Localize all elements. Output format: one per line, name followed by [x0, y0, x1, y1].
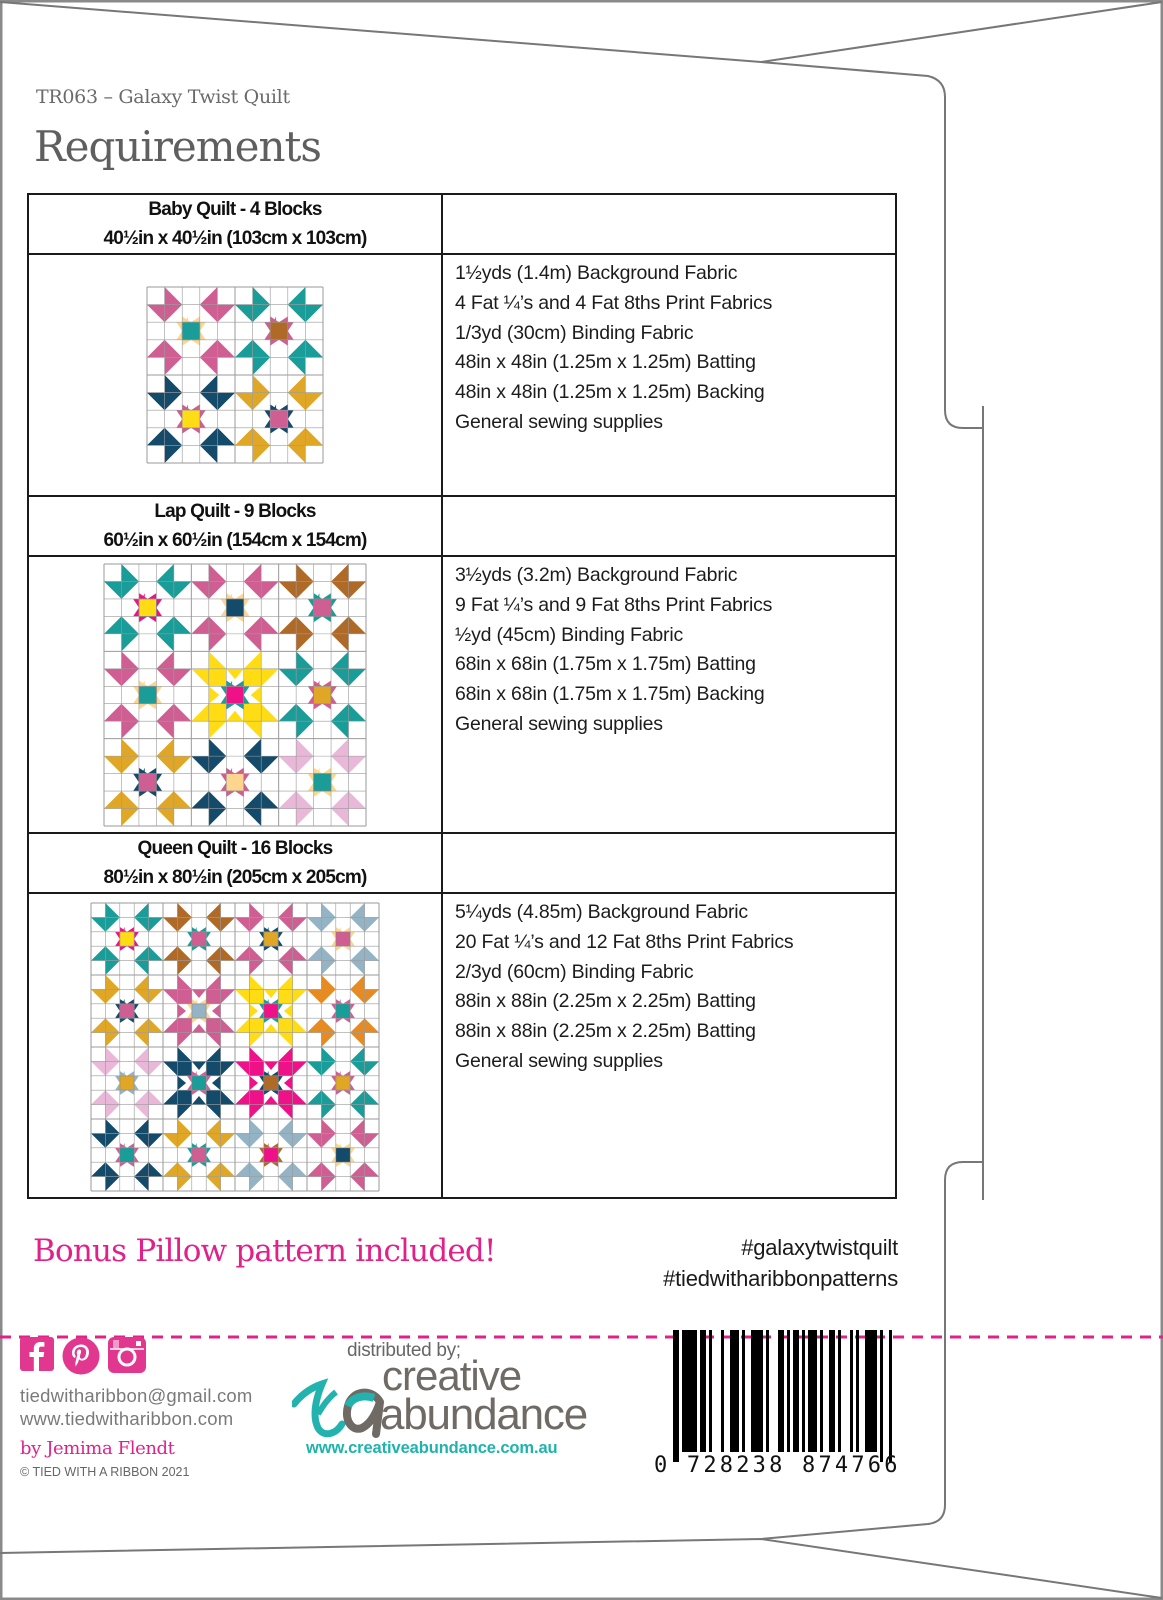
requirement-item: 48in x 48in (1.25m x 1.25m) Batting [455, 351, 756, 374]
distributor-website-link[interactable]: www.creativeabundance.com.au [306, 1439, 558, 1457]
instagram-icon[interactable] [108, 1337, 146, 1380]
requirement-item: 3½yds (3.2m) Background Fabric [455, 564, 738, 586]
baby-quilt-size: 40½in x 40½in (103cm x 103cm) [103, 228, 367, 249]
requirement-item: 4 Fat ¼’s and 4 Fat 8ths Print Fabrics [455, 291, 773, 314]
bonus-pillow-note: Bonus Pillow pattern included! [33, 1233, 496, 1269]
lap-quilt-title: Lap Quilt - 9 Blocks [154, 501, 316, 522]
barcode-number: 0 728238 874766 [654, 1453, 901, 1478]
requirement-item: General sewing supplies [455, 1049, 663, 1072]
barcode [655, 1330, 895, 1470]
queen-quilt-title: Queen Quilt - 16 Blocks [137, 838, 333, 859]
requirement-item: ½yd (45cm) Binding Fabric [455, 623, 684, 646]
queen-quilt-diagram-cell [28, 893, 442, 1198]
social-icons [20, 1337, 146, 1380]
hashtag: #tiedwitharibbonpatterns [663, 1266, 898, 1291]
facebook-icon[interactable] [20, 1337, 54, 1380]
contact-info [20, 1384, 253, 1430]
empty-cell [442, 833, 896, 893]
baby-quilt-diagram-cell [28, 254, 442, 496]
baby-quilt-diagram [29, 286, 441, 469]
lap-quilt-diagram [29, 563, 441, 832]
queen-quilt-diagram [29, 902, 441, 1197]
empty-cell [442, 496, 896, 556]
requirements-table [27, 193, 897, 1199]
table-row-baby-body [28, 254, 896, 496]
queen-quilt-requirements [442, 893, 896, 1198]
requirement-item: 9 Fat ¼’s and 9 Fat 8ths Print Fabrics [455, 593, 773, 616]
lap-quilt-diagram-cell [28, 556, 442, 833]
queen-quilt-size: 80½in x 80½in (205cm x 205cm) [103, 867, 367, 888]
requirement-item: 88in x 88in (2.25m x 2.25m) Batting [455, 1020, 756, 1043]
requirement-item: 1½yds (1.4m) Background Fabric [455, 262, 738, 284]
requirement-item: General sewing supplies [455, 410, 663, 433]
requirement-item: 20 Fat ¼’s and 12 Fat 8ths Print Fabrics [455, 930, 794, 953]
empty-cell [442, 194, 896, 254]
table-row-queen-header [28, 833, 896, 893]
distributed-by-label: distributed by; [347, 1340, 461, 1361]
table-row-baby-header [28, 194, 896, 254]
email-link[interactable]: tiedwitharibbon@gmail.com [20, 1385, 253, 1406]
baby-quilt-heading [28, 194, 442, 254]
hashtags [663, 1232, 898, 1294]
author-credit: by Jemima Flendt [20, 1438, 175, 1459]
requirement-item: 48in x 48in (1.25m x 1.25m) Backing [455, 381, 765, 404]
requirement-item: 68in x 68in (1.75m x 1.75m) Batting [455, 653, 756, 676]
requirement-item: 88in x 88in (2.25m x 2.25m) Batting [455, 990, 756, 1013]
requirement-item: 68in x 68in (1.75m x 1.75m) Backing [455, 683, 765, 706]
requirement-item: 1/3yd (30cm) Binding Fabric [455, 321, 694, 344]
requirement-item: General sewing supplies [455, 712, 663, 735]
lap-quilt-heading [28, 496, 442, 556]
distributor-name-line1: creative [382, 1352, 522, 1399]
requirement-item: 2/3yd (60cm) Binding Fabric [455, 960, 694, 983]
requirement-item: 5¼yds (4.85m) Background Fabric [455, 901, 748, 923]
queen-quilt-heading [28, 833, 442, 893]
lap-quilt-size: 60½in x 60½in (154cm x 154cm) [103, 530, 367, 551]
table-row-queen-body [28, 893, 896, 1198]
website-link[interactable]: www.tiedwitharibbon.com [20, 1408, 234, 1429]
table-row-lap-header [28, 496, 896, 556]
lap-quilt-requirements [442, 556, 896, 833]
baby-quilt-title: Baby Quilt - 4 Blocks [148, 199, 322, 220]
table-row-lap-body [28, 556, 896, 833]
pinterest-icon[interactable] [62, 1337, 100, 1380]
pattern-code-title: TR063 – Galaxy Twist Quilt [36, 86, 290, 108]
creative-abundance-logo-icon [292, 1358, 392, 1448]
hashtag: #galaxytwistquilt [741, 1235, 898, 1260]
page-title: Requirements [34, 122, 321, 171]
baby-quilt-requirements [442, 254, 896, 496]
copyright-notice: © TIED WITH A RIBBON 2021 [20, 1465, 190, 1479]
distributor-logo [292, 1340, 662, 1470]
distributor-name-line2: abundance [380, 1390, 587, 1439]
